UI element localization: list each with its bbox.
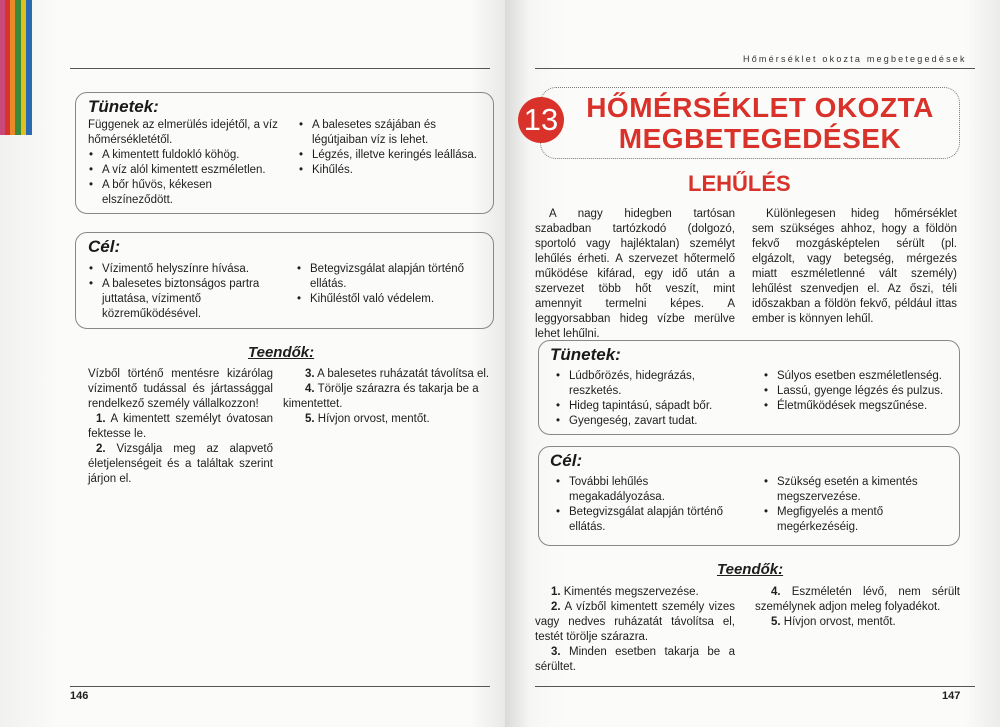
step-number: 4. — [771, 586, 781, 598]
list-item: • Megfigyelés a mentő megérkezéséig. — [777, 505, 948, 535]
list-item: • Szükség esetén a kimentés megszervezése. — [777, 475, 948, 505]
intro-paragraph-2: Különlegesen hideg hőmérséklet sem szükséges ahhoz, hogy a földön fekvő mozgásképtelen sérült (pl. elgázolt, vagy betegség, mérgezés miatt eszméletlenné vált személy) lehűlést szenvedjen el. Az őszi, téli időszakban a földön fekvő, például ittas ember is könnyen lehűl. — [752, 208, 957, 325]
list-item: • Gyengeség, zavart tudat. — [569, 414, 725, 429]
list-item: • Kihűléstől való védelem. — [310, 292, 486, 307]
step-text: Törölje szárazra és takarja be a kimentettet. — [283, 383, 479, 410]
goal-col-1 — [555, 475, 725, 535]
list-item: • A víz alól kimentett eszméletlen. — [102, 163, 283, 178]
step-text: A balesetes ruházatát távolítsa el. — [317, 368, 490, 380]
goal-col-2 — [296, 262, 486, 307]
header-rule — [70, 68, 490, 69]
section-subtitle: LEHŰLÉS — [688, 171, 791, 196]
todo-title: Teendők: — [248, 344, 315, 361]
header-rule — [535, 68, 975, 69]
symptoms-col-2 — [763, 369, 958, 414]
list-item: • További lehűlés megakadályozása. — [569, 475, 725, 505]
footer-rule — [535, 686, 975, 687]
step-text: Minden esetben takarja be a sérültet. — [535, 646, 735, 673]
right-page — [505, 0, 1000, 727]
step-text: Hívjon orvost, mentőt. — [783, 616, 896, 628]
list-item: • Kihűlés. — [312, 163, 488, 178]
step-number: 4. — [305, 383, 315, 395]
list-item: • Betegvizsgálat alapján történő ellátás. — [569, 505, 725, 535]
chapter-title-line-2: MEGBETEGEDÉSEK — [618, 123, 902, 154]
intro-col-2 — [752, 207, 957, 327]
step-text: A kimentett személyt óvatosan fektesse le. — [88, 413, 274, 440]
chapter-number-badge: 13 — [518, 97, 564, 143]
todo-col-2 — [283, 367, 493, 427]
symptoms-col-1 — [88, 118, 283, 208]
running-header: Hőmérséklet okozta megbetegedések — [743, 54, 967, 64]
goal-title: Cél: — [550, 451, 583, 470]
list-item: • Súlyos esetben eszméletlenség. — [777, 369, 958, 384]
list-item: • Lassú, gyenge légzés és pulzus. — [777, 384, 958, 399]
list-item: • A kimentett fuldokló köhög. — [102, 148, 283, 163]
step-number: 1. — [551, 586, 561, 598]
goal-col-2 — [763, 475, 948, 535]
step-text: A vízből kimentett személy vizes vagy nedves ruházatát távolítsa el, testét törölje szárazra. — [535, 601, 735, 643]
list-item: • Hideg tapintású, sápadt bőr. — [569, 399, 725, 414]
step-number: 5. — [771, 616, 781, 628]
step-number: 2. — [96, 443, 106, 455]
symptoms-title: Tünetek: — [88, 97, 159, 116]
symptoms-col-2 — [298, 118, 488, 178]
symptoms-intro: Függenek az elmerülés idejétől, a víz hőmérsékletétől. — [88, 119, 278, 146]
chapter-title-line-1: HŐMÉRSÉKLET OKOZTA — [586, 92, 934, 123]
list-item: • A balesetes biztonságos partra juttatása, vízimentő közreműködésével. — [102, 277, 278, 322]
step-number: 5. — [305, 413, 315, 425]
symptoms-col-1 — [555, 369, 725, 429]
goal-title: Cél: — [88, 237, 121, 256]
list-item: • Életműködések megszűnése. — [777, 399, 958, 414]
step-number: 3. — [305, 368, 315, 380]
list-item: • Légzés, illetve keringés leállása. — [312, 148, 488, 163]
step-text: Eszméletén lévő, nem sérült személynek adjon meleg folyadékot. — [755, 586, 960, 613]
todo-col-1 — [88, 367, 273, 487]
symptoms-title: Tünetek: — [550, 345, 621, 364]
todo-col-2 — [755, 585, 960, 630]
step-number: 2. — [551, 601, 561, 613]
chapter-title — [575, 92, 945, 154]
list-item: • Vízimentő helyszínre hívása. — [102, 262, 278, 277]
step-text: Kimentés megszervezése. — [563, 586, 699, 598]
step-text: Vizsgálja meg az alapvető életjelenségeit és a találtak szerint járjon el. — [88, 443, 273, 485]
list-item: • Lúdbőrözés, hidegrázás, reszketés. — [569, 369, 725, 399]
todo-title: Teendők: — [717, 561, 784, 578]
page-edge-tabs — [0, 0, 40, 135]
footer-rule — [70, 686, 490, 687]
step-number: 1. — [96, 413, 106, 425]
step-number: 3. — [551, 646, 561, 658]
list-item: • A bőr hűvös, kékesen elszíneződött. — [102, 178, 283, 208]
todo-col-1 — [535, 585, 735, 675]
page-number: 146 — [70, 690, 89, 702]
step-text: Hívjon orvost, mentőt. — [317, 413, 430, 425]
intro-col-1 — [535, 207, 735, 342]
todo-intro: Vízből történő mentésre kizárólag vízimentő tudással és jártassággal rendelkező személy vállalkozzon! — [88, 368, 273, 410]
list-item: • A balesetes szájában és légútjaiban víz is lehet. — [312, 118, 488, 148]
page-number: 147 — [942, 690, 961, 702]
intro-paragraph-1: A nagy hidegben tartósan szabadban tartózkodó (dolgozó, sportoló vagy hajléktalan) személyt lehűlés érheti. A szervezet hőtermelő működése kifárad, egy idő után a szervezet több hőt veszít, mint amennyit termelni képes. A leggyorsabban hideg vízbe merülve lehet lehűlni. — [535, 208, 735, 340]
goal-col-1 — [88, 262, 278, 322]
list-item: • Betegvizsgálat alapján történő ellátás. — [310, 262, 486, 292]
